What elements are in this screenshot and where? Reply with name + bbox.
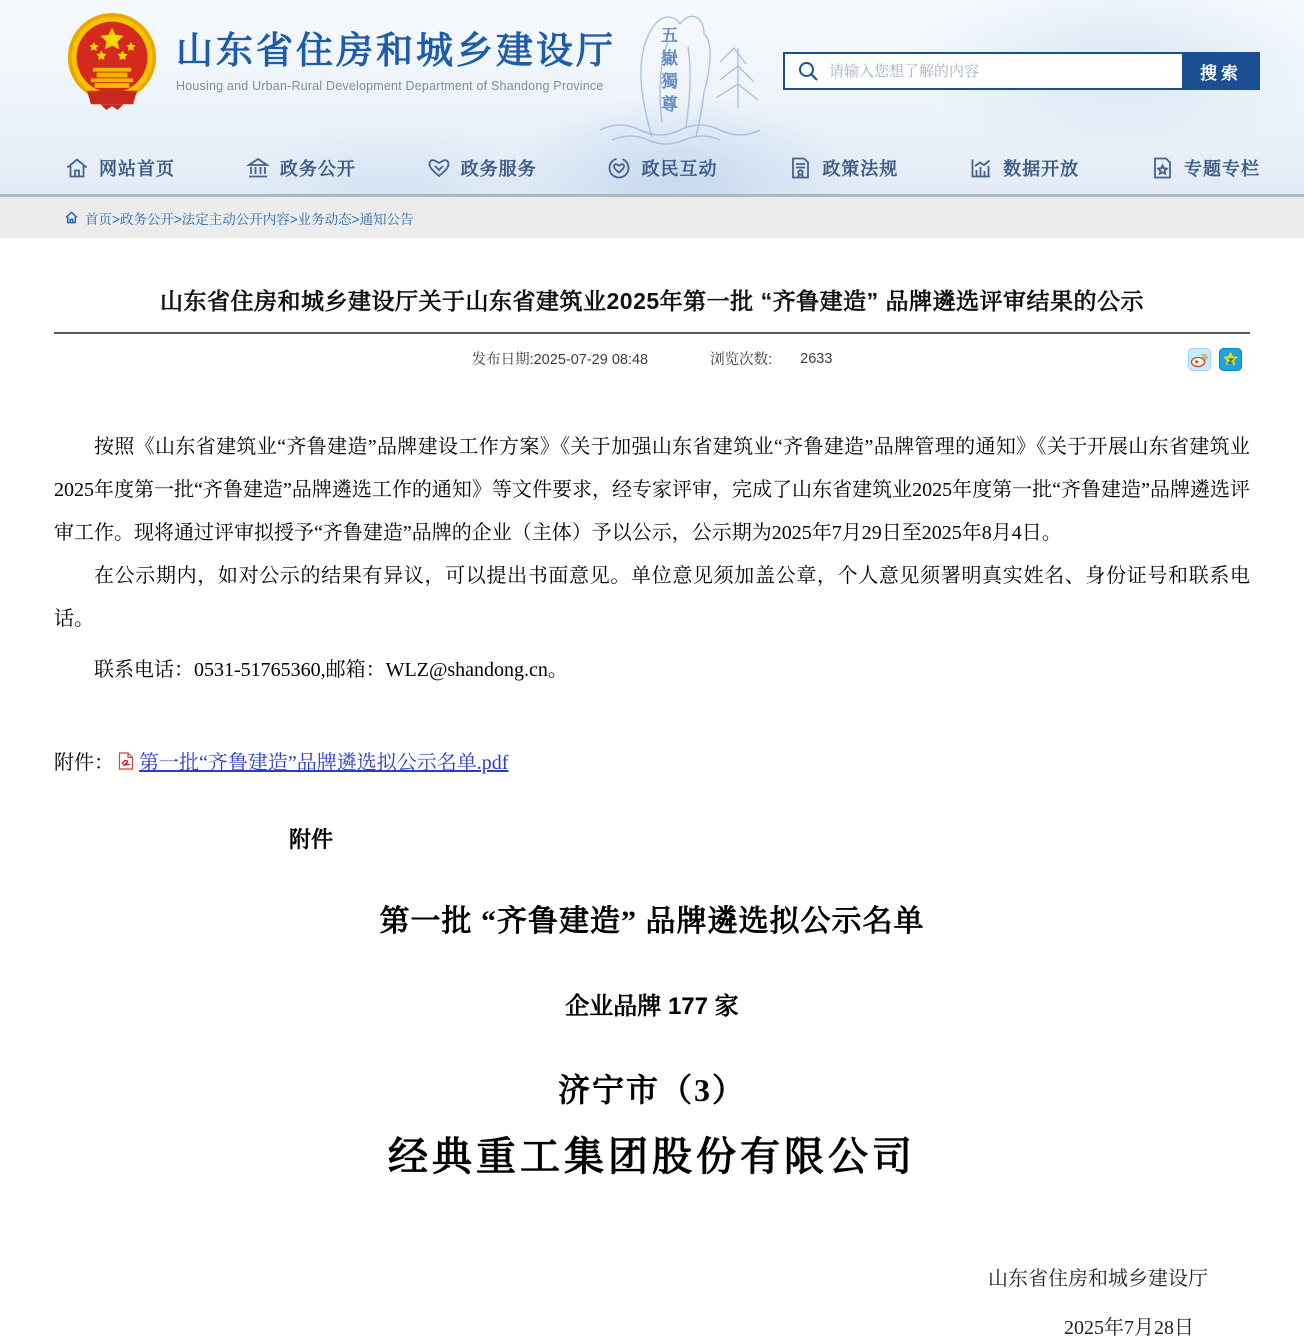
publish-date: 发布日期:2025-07-29 08:48 bbox=[471, 352, 649, 368]
document-city-heading: 济宁市（3） bbox=[557, 1072, 746, 1108]
search-input[interactable] bbox=[829, 63, 1182, 80]
breadcrumb-bar bbox=[0, 197, 1304, 238]
meta-center bbox=[54, 348, 1250, 369]
handshake-icon bbox=[426, 155, 452, 181]
article-title: 山东省住房和城乡建设厅关于山东省建筑业2025年第一批 “齐鲁建造” 品牌遴选评审结果的公示 bbox=[160, 288, 1144, 314]
site-title: 山东省住房和城乡建设厅 bbox=[176, 29, 616, 71]
attachment-row bbox=[54, 746, 1250, 775]
search-box bbox=[783, 52, 1182, 90]
nav-item-home[interactable] bbox=[64, 155, 175, 181]
nav-label: 政策法规 bbox=[822, 159, 899, 179]
star-doc-icon bbox=[1149, 155, 1175, 181]
weibo-share-icon[interactable] bbox=[1188, 348, 1211, 371]
signature-block bbox=[54, 1262, 1250, 1340]
views-count: 2633 bbox=[800, 350, 833, 367]
signature-org: 山东省住房和城乡建设厅 bbox=[988, 1268, 1208, 1290]
article-body bbox=[54, 426, 1250, 692]
nav-item-policies[interactable] bbox=[787, 155, 898, 181]
nav-item-gov-disclosure[interactable] bbox=[245, 155, 356, 181]
attachment-label: 附件： bbox=[54, 752, 114, 774]
article-meta bbox=[54, 348, 1250, 374]
pdf-file-icon bbox=[118, 752, 134, 770]
document-company-name: 经典重工集团股份有限公司 bbox=[388, 1134, 916, 1179]
site-header-area bbox=[0, 0, 1304, 197]
search-bar bbox=[783, 52, 1260, 90]
nav-item-public-interaction[interactable] bbox=[606, 155, 717, 181]
article bbox=[54, 283, 1250, 1340]
main-nav bbox=[64, 142, 1260, 194]
document-title: 第一批 “齐鲁建造” 品牌遴选拟公示名单 bbox=[379, 905, 925, 938]
policy-doc-icon bbox=[787, 155, 813, 181]
title-divider bbox=[54, 332, 1250, 334]
embedded-document bbox=[54, 823, 1250, 1340]
document-subtitle: 企业品牌 177 家 bbox=[565, 993, 739, 1020]
site-header bbox=[0, 0, 1304, 145]
national-emblem-logo bbox=[64, 12, 160, 112]
breadcrumb-trail: 首页>政务公开>法定主动公开内容>业务动态>通知公告 bbox=[85, 211, 414, 227]
mount-tai-seal-text: 五嶽獨尊 bbox=[658, 26, 677, 118]
site-subtitle: Housing and Urban-Rural Development Department of Shandong Province bbox=[176, 79, 604, 94]
nav-label: 政民互动 bbox=[641, 159, 718, 179]
nav-item-open-data[interactable] bbox=[968, 155, 1079, 181]
contact-line: 联系电话：0531-51765360,邮箱：WLZ@shandong.cn。 bbox=[94, 659, 568, 681]
search-icon bbox=[797, 60, 819, 82]
qzone-share-icon[interactable] bbox=[1219, 348, 1242, 371]
bank-icon bbox=[245, 155, 271, 181]
nav-item-gov-services[interactable] bbox=[426, 155, 537, 181]
annex-label: 附件 bbox=[289, 827, 334, 852]
nav-label: 专题专栏 bbox=[1183, 159, 1260, 179]
nav-label: 网站首页 bbox=[99, 159, 175, 179]
signature-date: 2025年7月28日 bbox=[1064, 1317, 1194, 1339]
attachment-link[interactable]: 第一批“齐鲁建造”品牌遴选拟公示名单.pdf bbox=[139, 752, 509, 774]
nav-item-special-columns[interactable] bbox=[1149, 155, 1260, 181]
breadcrumb-home-icon bbox=[64, 210, 79, 225]
brand-text bbox=[176, 31, 616, 94]
brand bbox=[64, 12, 616, 112]
paragraph: 在公示期内，如对公示的结果有异议，可以提出书面意见。单位意见须加盖公章，个人意见须署明真实姓名、身份证号和联系电话。 bbox=[54, 565, 1250, 630]
nav-label: 政务公开 bbox=[279, 159, 356, 179]
share-icons bbox=[1180, 348, 1242, 371]
views-label: 浏览次数: bbox=[710, 352, 773, 368]
nav-label: 数据开放 bbox=[1003, 159, 1080, 179]
nav-label: 政务服务 bbox=[460, 159, 537, 179]
paragraph: 按照《山东省建筑业“齐鲁建造”品牌建设工作方案》《关于加强山东省建筑业“齐鲁建造”品牌管理的通知》《关于开展山东省建筑业2025年度第一批“齐鲁建造”品牌遴选工作的通知》等文件要求，经专家评审，完成了山东省建筑业2025年度第一批“齐鲁建造”品牌遴选评审工作。现将通过评审拟授予“齐鲁建造”品牌的企业（主体）予以公示，公示期为2025年7月29日至2025年8月4日。 bbox=[54, 436, 1250, 544]
home-icon bbox=[64, 155, 90, 181]
bar-chart-icon bbox=[968, 155, 994, 181]
search-button[interactable]: 搜索 bbox=[1182, 52, 1260, 90]
breadcrumb[interactable] bbox=[64, 208, 414, 228]
heart-chat-icon bbox=[606, 155, 632, 181]
